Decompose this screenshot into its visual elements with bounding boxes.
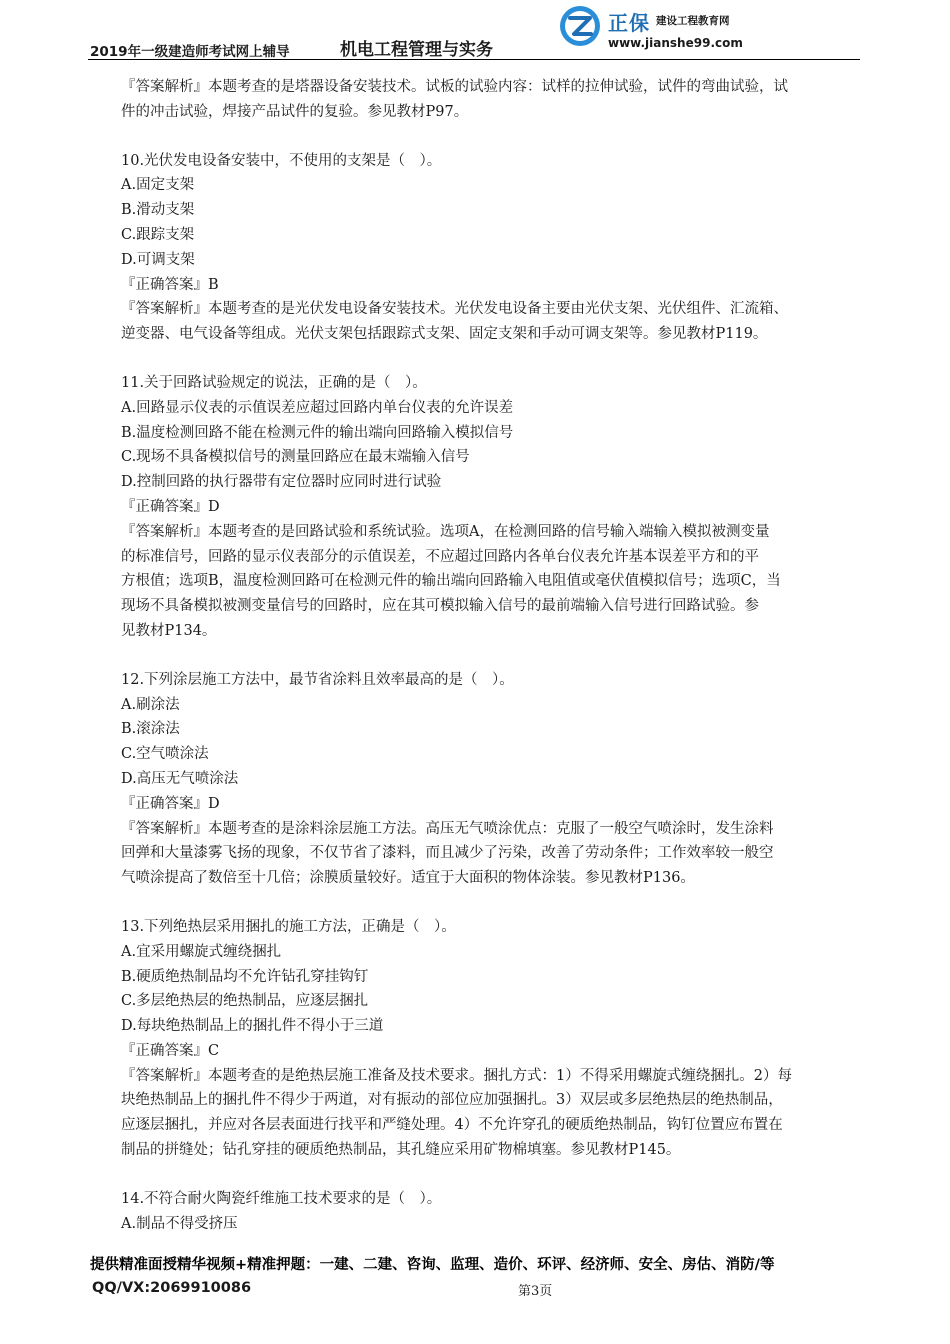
text-line: A.回路显示仪表的示值误差应超过回路内单台仪表的允许误差 [121, 399, 514, 416]
header-rule [88, 59, 860, 60]
text-line: A.制品不得受挤压 [121, 1215, 238, 1232]
text-line: 现场不具备模拟被测变量信号的回路时，应在其可模拟输入信号的最前端输入信号进行回路试验。参 [121, 598, 759, 615]
text-line: 10.光伏发电设备安装中，不使用的支架是（ ）。 [121, 152, 442, 169]
text-line: C.多层绝热层的绝热制品，应逐层捆扎 [121, 993, 369, 1010]
text-line: 气喷涂提高了数倍至十几倍；涂膜质量较好。适宜于大面积的物体涂装。参见教材P136。 [121, 870, 695, 887]
text-line: B.滑动支架 [121, 202, 195, 219]
page-footer [90, 1253, 870, 1299]
logo-brand: 正保 [608, 11, 650, 35]
text-line: A.刷涂法 [121, 696, 180, 713]
text-line: 『答案解析』本题考查的是绝热层施工准备及技术要求。捆扎方式：1）不得采用螺旋式缠绕捆扎。2）每 [121, 1067, 792, 1084]
site-logo[interactable] [558, 2, 858, 56]
document-body [121, 75, 861, 1236]
text-line: 14.不符合耐火陶瓷纤维施工技术要求的是（ ）。 [121, 1190, 442, 1207]
text-line: A.宜采用螺旋式缠绕捆扎 [121, 943, 282, 960]
subject-title: 机电工程管理与实务 [340, 40, 493, 60]
text-line: B.滚涂法 [121, 721, 180, 738]
page-number: 第3页 [518, 1284, 553, 1299]
text-line: 的标准信号，回路的显示仪表部分的示值误差，不应超过回路内各单台仪表允许基本误差平方和的平 [121, 548, 759, 565]
page-header [88, 0, 860, 62]
text-line: B.硬质绝热制品均不允许钻孔穿挂钩钉 [121, 968, 369, 985]
exam-title: 2019年一级建造师考试网上辅导 [90, 44, 290, 60]
text-line: 『答案解析』本题考查的是回路试验和系统试验。选项A，在检测回路的信号输入端输入模拟被测变量 [121, 523, 770, 540]
text-line: 11.关于回路试验规定的说法，正确的是（ ）。 [121, 374, 427, 391]
text-line: 块绝热制品上的捆扎件不得少于两道，对有振动的部位应加强捆扎。3）双层或多层绝热层的绝热制品， [121, 1092, 783, 1109]
text-line: 『答案解析』本题考查的是涂料涂层施工方法。高压无气喷涂优点：克服了一般空气喷涂时，发生涂料 [121, 820, 774, 837]
text-line: D.控制回路的执行器带有定位器时应同时进行试验 [121, 474, 442, 491]
paragraph-gap [121, 891, 861, 915]
text-line: D.可调支架 [121, 251, 195, 268]
jianshe-logo-icon [558, 4, 602, 48]
paragraph-gap [121, 644, 861, 668]
text-line: 13.下列绝热层采用捆扎的施工方法，正确是（ ）。 [121, 918, 456, 935]
text-line: B.温度检测回路不能在检测元件的输出端向回路输入模拟信号 [121, 424, 514, 441]
logo-url[interactable]: www.jianshe99.com [608, 36, 743, 50]
text-line: 『答案解析』本题考查的是光伏发电设备安装技术。光伏发电设备主要由光伏支架、光伏组件、汇流箱、 [121, 301, 788, 318]
text-line: D.每块绝热制品上的捆扎件不得小于三道 [121, 1018, 384, 1035]
logo-subtitle: 建设工程教育网 [656, 15, 730, 27]
footer-contact: QQ/VX:2069910086 [92, 1280, 252, 1296]
paragraph-gap [121, 1163, 861, 1187]
text-line: 『正确答案』B [121, 276, 219, 293]
text-line: 12.下列涂层施工方法中，最节省涂料且效率最高的是（ ）。 [121, 671, 514, 688]
text-line: 『正确答案』D [121, 795, 220, 812]
paragraph-gap [121, 347, 861, 371]
text-line: 『正确答案』C [121, 1042, 220, 1059]
text-line: 回弹和大量漆雾飞扬的现象，不仅节省了漆料，而且减少了污染，改善了劳动条件；工作效率较一般空 [121, 845, 774, 862]
text-line: 逆变器、电气设备等组成。光伏支架包括跟踪式支架、固定支架和手动可调支架等。参见教材P119。 [121, 326, 768, 343]
text-line: C.现场不具备模拟信号的测量回路应在最末端输入信号 [121, 449, 470, 466]
text-line: 应逐层捆扎，并应对各层表面进行找平和严缝处理。4）不允许穿孔的硬质绝热制品，钩钉位置应布置在 [121, 1117, 783, 1134]
text-line: C.空气喷涂法 [121, 746, 209, 763]
text-line: 见教材P134。 [121, 622, 217, 639]
text-line: D.高压无气喷涂法 [121, 770, 239, 787]
text-line: C.跟踪支架 [121, 226, 195, 243]
text-line: 方根值；选项B，温度检测回路可在检测元件的输出端向回路输入电阻值或毫伏值模拟信号；选项C，当 [121, 573, 781, 590]
paragraph-gap [121, 125, 861, 149]
text-line: A.固定支架 [121, 177, 195, 194]
text-line: 件的冲击试验，焊接产品试件的复验。参见教材P97。 [121, 103, 469, 120]
text-line: 『正确答案』D [121, 498, 220, 515]
text-line: 制品的拼缝处；钻孔穿挂的硬质绝热制品，其孔缝应采用矿物棉填塞。参见教材P145。 [121, 1142, 681, 1159]
text-line: 『答案解析』本题考查的是塔器设备安装技术。试板的试验内容：试样的拉伸试验，试件的弯曲试验，试 [121, 79, 788, 95]
footer-ad: 提供精准面授精华视频+精准押题：一建、二建、咨询、监理、造价、环评、经济师、安全、房估、消防/等 [90, 1257, 775, 1273]
